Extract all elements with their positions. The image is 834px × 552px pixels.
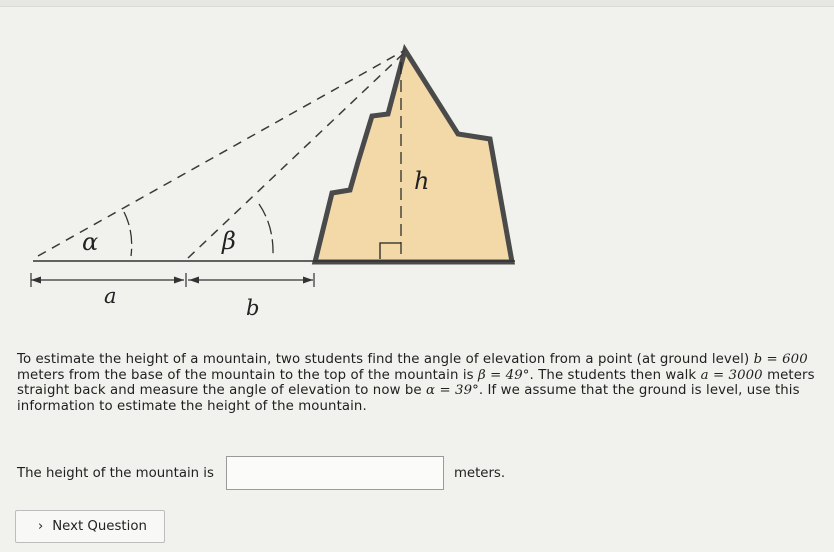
label-a: a <box>104 284 117 308</box>
symbol-b: b <box>753 352 763 367</box>
angle-arc-beta <box>259 204 273 256</box>
angle-arc-alpha <box>124 212 132 256</box>
label-alpha: α <box>82 228 99 256</box>
symbol-a: a <box>700 367 709 383</box>
answer-row <box>17 453 505 493</box>
mountain-shape <box>315 50 512 262</box>
answer-suffix: meters. <box>453 465 506 481</box>
answer-prefix: The height of the mountain is <box>17 465 214 481</box>
answer-input[interactable] <box>226 456 444 490</box>
symbol-beta: β <box>477 367 486 383</box>
label-h: h <box>414 167 430 195</box>
symbol-alpha: α <box>426 383 436 398</box>
label-b: b <box>246 296 260 320</box>
next-question-button[interactable] <box>15 510 165 543</box>
problem-text: To estimate the height of a mountain, two students find the angle of elevation from a point (at ground level) b = 600 meters from the base of the mountain to the top of the mountain is β = 49°. The students then walk a = 3000 meters straight back and measure the angle of elevation to now be α = 39°. If we assume that the ground is level, use this information to estimate the height of the mountain. <box>17 352 815 414</box>
chevron-right-icon: › <box>38 519 44 534</box>
next-question-label: Next Question <box>52 519 147 534</box>
label-beta: β <box>222 227 236 255</box>
